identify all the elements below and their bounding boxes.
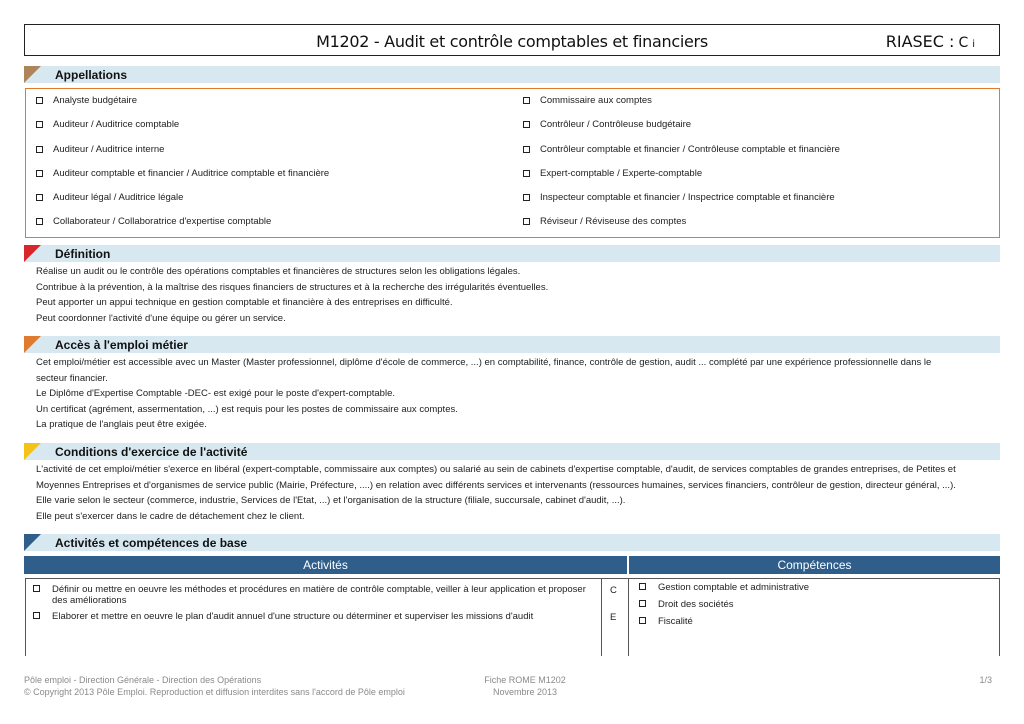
competence-item: Droit des sociétés	[639, 599, 734, 610]
section-title: Accès à l'emploi métier	[55, 338, 188, 352]
checkbox-icon	[36, 121, 43, 128]
section-flag-icon	[24, 534, 41, 551]
column-header-activites: Activités	[24, 556, 627, 574]
definition-text: Réalise un audit ou le contrôle des opérations comptables et financières de structures selon les obligations légales. Contribue à la prévention, à la maîtrise des risques financiers de structures et à la recherche des irrégularités éventuelles. Peut apporter un appui technique en gestion comptable et financière à des entreprises en difficulté. Peut coordonner l'activité d'une équipe ou gérer un service.	[36, 266, 549, 324]
activity-riasec-code: E	[610, 612, 617, 623]
section-title: Définition	[55, 247, 111, 261]
checkbox-icon	[523, 146, 530, 153]
section-header-conditions	[24, 443, 1000, 460]
competence-item: Gestion comptable et administrative	[639, 582, 809, 593]
checkbox-icon	[639, 600, 646, 607]
table-divider	[628, 579, 629, 656]
list-item: Contrôleur / Contrôleuse budgétaire	[523, 119, 840, 143]
column-header-competences: Compétences	[629, 556, 1000, 574]
section-flag-icon	[24, 336, 41, 353]
checkbox-icon	[523, 194, 530, 201]
checkbox-icon	[523, 218, 530, 225]
activity-row: Définir ou mettre en oeuvre les méthodes et procédures en matière de contrôle comptable, veiller à leur application et proposer des améliorations	[33, 584, 593, 606]
section-title: Activités et compétences de base	[55, 536, 248, 550]
checkbox-icon	[36, 194, 43, 201]
conditions-text: L'activité de cet emploi/métier s'exerce en libéral (expert-comptable, commissaire aux comptes) ou salarié au sein de cabinets d'expertise comptable, d'audit, de services comptables de grandes entreprises, de Petites et Moyennes Entreprises et d'organismes de service public (Mairie, Préfecture, ....) en relation avec différents services et intervenants (ressources humaines, services financiers, contrôleur de gestion, directeur général, ...). Elle varie selon le secteur (commerce, industrie, Services de l'Etat, ...) et l'organisation de la structure (filiale, succursale, cabinet d'audit, ...). Elle peut s'exercer dans le cadre de détachement chez le client.	[36, 464, 956, 522]
activity-row: Elaborer et mettre en oeuvre le plan d'audit annuel d'une structure ou déterminer et superviser les missions d'audit	[33, 611, 593, 622]
table-divider	[601, 579, 602, 656]
list-item: Contrôleur comptable et financier / Contrôleuse comptable et financière	[523, 144, 840, 168]
list-item: Auditeur comptable et financier / Auditrice comptable et financière	[36, 168, 329, 192]
list-item: Commissaire aux comptes	[523, 95, 840, 119]
section-flag-icon	[24, 245, 41, 262]
page-title: M1202 - Audit et contrôle comptables et financiers	[316, 32, 708, 51]
activity-riasec-code: C	[610, 585, 617, 596]
title-box	[24, 24, 1000, 56]
section-header-activites	[24, 534, 1000, 551]
checkbox-icon	[36, 97, 43, 104]
appellations-box	[25, 88, 1000, 238]
section-flag-icon	[24, 443, 41, 460]
checkbox-icon	[523, 97, 530, 104]
checkbox-icon	[639, 583, 646, 590]
appellations-left-column	[36, 95, 329, 241]
list-item: Réviseur / Réviseuse des comptes	[523, 216, 840, 240]
checkbox-icon	[639, 617, 646, 624]
riasec-minor: i	[972, 39, 979, 50]
checkbox-icon	[36, 170, 43, 177]
section-header-appellations	[24, 66, 1000, 83]
acces-text: Cet emploi/métier est accessible avec un Master (Master professionnel, diplôme d'école de commerce, ...) en comptabilité, finance, contrôle de gestion, audit ... complété par une expérience professionnelle dans le secteur financier. Le Diplôme d'Expertise Comptable -DEC- est exigé pour le poste d'expert-comptable. Un certificat (agrément, assermentation, ...) est requis pour les postes de commissaire aux comptes. La pratique de l'anglais peut être exigée.	[36, 357, 932, 431]
page-number: 1/3	[979, 675, 992, 685]
list-item: Analyste budgétaire	[36, 95, 329, 119]
list-item: Inspecteur comptable et financier / Inspectrice comptable et financière	[523, 192, 840, 216]
list-item: Auditeur / Auditrice comptable	[36, 119, 329, 143]
section-flag-icon	[24, 66, 41, 83]
appellations-right-column	[523, 95, 840, 241]
checkbox-icon	[36, 218, 43, 225]
riasec-code	[886, 32, 979, 51]
list-item: Auditeur / Auditrice interne	[36, 144, 329, 168]
footer-center: Fiche ROME M1202 Novembre 2013	[484, 675, 566, 697]
list-item: Expert-comptable / Experte-comptable	[523, 168, 840, 192]
section-header-acces	[24, 336, 1000, 353]
competence-item: Fiscalité	[639, 616, 693, 627]
footer-left: Pôle emploi - Direction Générale - Direction des Opérations © Copyright 2013 Pôle Emploi. Reproduction et diffusion interdites sans l'accord de Pôle emploi	[24, 675, 405, 697]
list-item: Collaborateur / Collaboratrice d'expertise comptable	[36, 216, 329, 240]
checkbox-icon	[523, 121, 530, 128]
checkbox-icon	[36, 146, 43, 153]
list-item: Auditeur légal / Auditrice légale	[36, 192, 329, 216]
checkbox-icon	[33, 612, 40, 619]
section-title: Appellations	[55, 68, 128, 82]
section-title: Conditions d'exercice de l'activité	[55, 445, 248, 459]
riasec-major: C	[958, 35, 973, 51]
checkbox-icon	[33, 585, 40, 592]
riasec-label: RIASEC :	[885, 32, 955, 51]
checkbox-icon	[523, 170, 530, 177]
section-header-definition	[24, 245, 1000, 262]
activities-table	[25, 578, 1000, 656]
